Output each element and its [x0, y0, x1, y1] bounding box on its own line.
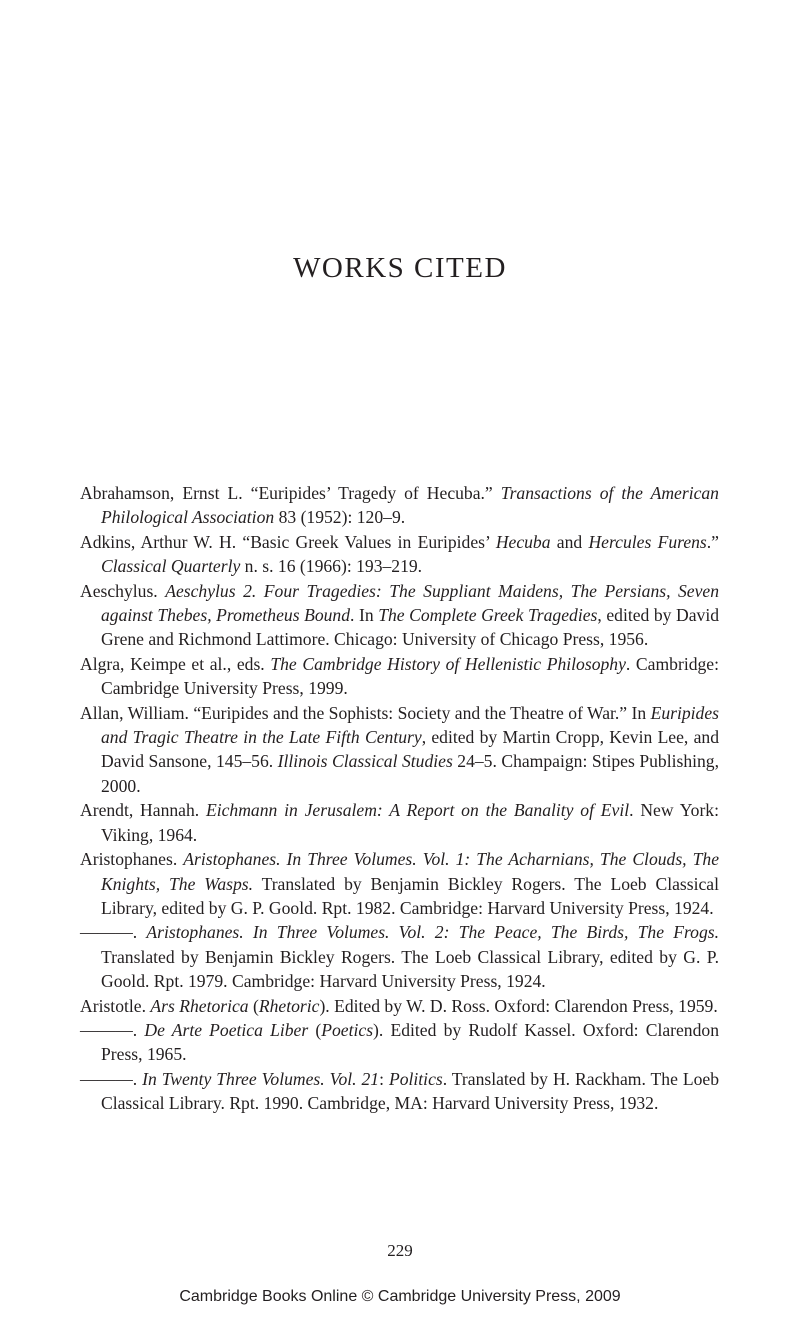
entry-italic-text: Aristophanes. In Three Volumes. Vol. 2: The Peace, The Birds, The Frogs.: [146, 922, 720, 943]
entry-text: Translated by Benjamin Bickley Rogers. The Loeb Classical Library, edited by G. P. Goold. Rpt. 1982. Cambridge: Harvard University Press, 1924.: [101, 873, 719, 918]
bibliography-entry: [80, 798, 719, 847]
entry-text: and: [550, 531, 589, 552]
entry-text: Aristotle.: [80, 995, 151, 1016]
entry-text: .”: [706, 531, 719, 552]
page-title: WORKS CITED: [293, 252, 507, 284]
footer-credit: Cambridge Books Online © Cambridge University Press, 2009: [179, 1288, 621, 1305]
entry-italic-text: Transactions of the American Philological Association: [101, 483, 719, 528]
entry-italic-text: Aeschylus 2. Four Tragedies: The Suppliant Maidens, The Persians, Seven against Thebes, Prometheus Bound: [101, 580, 720, 626]
entry-italic-text: Eichmann in Jerusalem: A Report on the Banality of Evil: [205, 800, 630, 821]
bibliography-entry: [80, 652, 719, 701]
bibliography-entry: [80, 1018, 719, 1067]
entry-text: Abrahamson, Ernst L. “Euripides’ Tragedy of Hecuba.”: [80, 483, 501, 503]
entry-italic-text: The Complete Greek Tragedies: [378, 605, 598, 626]
bibliography-entry: [80, 994, 719, 1018]
entry-text: Aristophanes.: [80, 849, 184, 870]
entry-text: 24–5. Champaign: Stipes Publishing, 2000.: [101, 751, 719, 796]
bibliography-entry: [80, 481, 719, 530]
bibliography-list: [80, 481, 719, 1116]
entry-italic-text: Euripides and Tragic Theatre in the Late Fifth Century: [101, 702, 719, 748]
entry-italic-text: Poetics: [321, 1019, 374, 1040]
entry-italic-text: Aristophanes. In Three Volumes. Vol. 1: The Acharnians, The Clouds, The Knights, The Wasps.: [101, 849, 719, 894]
entry-text: Adkins, Arthur W. H. “Basic Greek Values in Euripides’: [80, 531, 496, 552]
entry-text: , edited by Martin Cropp, Kevin Lee, and David Sansone, 145–56.: [101, 727, 720, 772]
entry-text: . Translated by H. Rackham. The Loeb Classical Library. Rpt. 1990. Cambridge, MA: Harvard University Press, 1932.: [101, 1068, 719, 1114]
entry-text: Arendt, Hannah.: [80, 800, 206, 821]
entry-text: ———.: [80, 1068, 143, 1089]
page-number: 229: [387, 1241, 413, 1260]
entry-italic-text: The Cambridge History of Hellenistic Philosophy: [270, 653, 626, 674]
entry-text: (: [308, 1019, 322, 1040]
entry-text: ). Edited by Rudolf Kassel. Oxford: Clarendon Press, 1965.: [101, 1019, 719, 1065]
entry-text: Translated by Benjamin Bickley Rogers. The Loeb Classical Library, edited by G. P. Goold. Rpt. 1979. Cambridge: Harvard University Press, 1924.: [101, 946, 719, 992]
entry-text: Allan, William. “Euripides and the Sophists: Society and the Theatre of War.” In: [80, 702, 651, 723]
entry-italic-text: Illinois Classical Studies: [277, 751, 453, 772]
entry-text: . In: [350, 605, 379, 626]
entry-text: ———.: [80, 1019, 145, 1040]
entry-text: . New York: Viking, 1964.: [101, 800, 719, 845]
entry-italic-text: Ars Rhetorica: [150, 995, 249, 1016]
entry-italic-text: In Twenty Three Volumes. Vol. 21: [142, 1068, 380, 1089]
entry-text: Aeschylus.: [80, 580, 166, 601]
entry-italic-text: Politics: [388, 1068, 443, 1089]
entry-text: 83 (1952): 120–9.: [274, 507, 406, 528]
bibliography-entry: [80, 1067, 719, 1116]
bibliography-entry: [80, 579, 719, 652]
entry-text: n. s. 16 (1966): 193–219.: [240, 556, 423, 577]
bibliography-entry: [80, 920, 719, 993]
bibliography-entry: [80, 847, 719, 920]
entry-text: :: [379, 1068, 389, 1089]
bibliography-entry: [80, 701, 719, 799]
entry-text: ). Edited by W. D. Ross. Oxford: Clarendon Press, 1959.: [319, 995, 718, 1016]
entry-text: (: [248, 995, 259, 1016]
entry-italic-text: Hercules Furens: [588, 531, 707, 552]
entry-italic-text: Rhetoric: [258, 995, 320, 1016]
bibliography-entry: [80, 530, 719, 579]
entry-italic-text: Classical Quarterly: [101, 556, 241, 577]
entry-text: . Cambridge: Cambridge University Press, 1999.: [101, 653, 719, 699]
entry-italic-text: De Arte Poetica Liber: [144, 1019, 309, 1040]
entry-italic-text: Hecuba: [495, 531, 551, 552]
entry-text: , edited by David Grene and Richmond Lattimore. Chicago: University of Chicago Press, 1956.: [101, 605, 720, 650]
entry-text: Algra, Keimpe et al., eds.: [80, 653, 271, 674]
entry-text: ———.: [80, 922, 147, 943]
